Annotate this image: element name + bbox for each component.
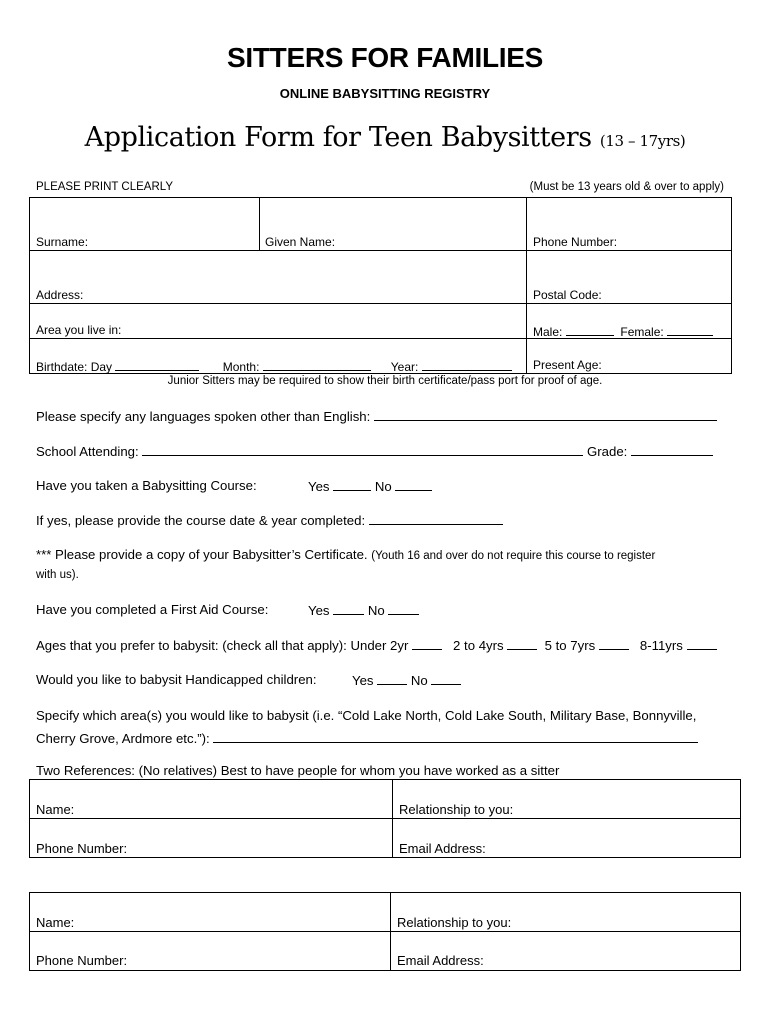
junior-sitter-note: Junior Sitters may be required to show their birth certificate/pass port for proof of age. [167,375,603,387]
first-aid-yes-label: Yes [308,603,330,618]
surname-label[interactable]: Surname: [36,235,89,249]
birth-month-blank[interactable] [263,358,371,371]
reference-1-name-label[interactable]: Name: [36,802,75,817]
birthdate-field[interactable] [36,358,512,374]
divider [30,303,731,304]
babysitting-course-label: Have you taken a Babysitting Course: [36,478,257,493]
handicapped-label: Would you like to babysit Handicapped children: [36,672,317,687]
first-aid-options[interactable] [308,602,419,618]
course-date-label: If yes, please provide the course date & year completed: [36,513,366,528]
first-aid-label: Have you completed a First Aid Course: [36,602,269,617]
age-8-11-label: 8-11yrs [639,638,683,653]
area-label[interactable]: Area you live in: [36,323,122,337]
certificate-note-continued: with us). [36,569,79,581]
female-blank[interactable] [667,323,713,336]
reference-1-relationship-label[interactable]: Relationship to you: [399,802,514,817]
reference-2-name-label[interactable]: Name: [36,915,75,930]
areas-blank[interactable] [213,730,698,743]
birth-year-label: Year: [390,360,419,374]
male-blank[interactable] [566,323,614,336]
female-label: Female: [620,325,664,339]
form-title [0,122,770,153]
grade-label: Grade: [587,444,628,459]
school-question[interactable] [36,443,713,459]
school-blank[interactable] [142,443,583,456]
school-label: School Attending: [36,444,139,459]
address-label[interactable]: Address: [36,288,84,302]
applicant-info-table [29,197,732,374]
age-5-7-label: 5 to 7yrs [544,638,596,653]
course-yes-blank[interactable] [333,478,371,491]
male-label: Male: [533,325,563,339]
phone-number-label[interactable]: Phone Number: [533,235,618,249]
organization-subtitle: ONLINE BABYSITTING REGISTRY [279,86,491,101]
reference-2-relationship-label[interactable]: Relationship to you: [397,915,512,930]
birth-day-blank[interactable] [115,358,199,371]
postal-code-label[interactable]: Postal Code: [533,288,602,302]
form-title-ages: (13 – 17yrs) [599,132,686,150]
birth-year-blank[interactable] [422,358,512,371]
gender-field[interactable] [533,323,713,339]
divider [390,893,391,970]
age-5-7-blank[interactable] [599,637,629,650]
divider [526,198,527,373]
course-no-label: No [374,479,392,494]
first-aid-yes-blank[interactable] [333,602,364,615]
reference-2-email-label[interactable]: Email Address: [397,953,484,968]
grade-blank[interactable] [631,443,713,456]
certificate-label: *** Please provide a copy of your Babysitter’s Certificate. [36,547,368,562]
languages-label: Please specify any languages spoken other than English: [36,409,371,424]
divider [30,818,740,819]
areas-question-line2[interactable] [36,730,698,746]
form-title-text: Application Form for Teen Babysitters [84,122,592,153]
given-name-label[interactable]: Given Name: [265,235,336,249]
handicapped-yes-blank[interactable] [377,672,407,685]
under-2-blank[interactable] [412,637,442,650]
birth-month-label: Month: [222,360,260,374]
areas-label: Cherry Grove, Ardmore etc.”): [36,731,210,746]
languages-blank[interactable] [374,408,717,421]
reference-1-table [29,779,741,858]
divider [392,780,393,857]
present-age-label[interactable]: Present Age: [533,358,602,372]
age-preference-label: Ages that you prefer to babysit: (check all that apply): Under 2yr [36,638,409,653]
reference-2-table [29,892,741,971]
divider [259,198,260,250]
print-clearly-note: PLEASE PRINT CLEARLY [36,181,173,193]
age-requirement-note: (Must be 13 years old & over to apply) [529,181,724,193]
handicapped-yes-label: Yes [352,673,374,688]
handicapped-no-label: No [410,673,428,688]
birth-day-label: Birthdate: Day [36,360,113,374]
languages-question[interactable] [36,408,717,424]
course-date-blank[interactable] [369,512,503,525]
organization-title: SITTERS FOR FAMILIES [226,42,543,73]
handicapped-no-blank[interactable] [431,672,461,685]
certificate-request [36,547,655,562]
certificate-note: (Youth 16 and over do not require this course to register [371,550,656,562]
course-date-question[interactable] [36,512,503,528]
babysitting-course-options[interactable] [308,478,432,494]
reference-1-phone-label[interactable]: Phone Number: [36,841,128,856]
references-heading: Two References: (No relatives) Best to have people for whom you have worked as a sitter [36,763,560,778]
reference-2-phone-label[interactable]: Phone Number: [36,953,128,968]
age-2-4-label: 2 to 4yrs [453,638,504,653]
first-aid-no-blank[interactable] [388,602,419,615]
divider [30,931,740,932]
age-preference-question[interactable] [36,637,717,653]
age-8-11-blank[interactable] [687,637,717,650]
reference-1-email-label[interactable]: Email Address: [399,841,486,856]
course-no-blank[interactable] [395,478,432,491]
handicapped-options[interactable] [352,672,461,688]
course-yes-label: Yes [308,479,330,494]
divider [30,250,731,251]
areas-question-line1: Specify which area(s) you would like to babysit (i.e. “Cold Lake North, Cold Lake South, Military Base, Bonnyville, [36,708,697,723]
first-aid-no-label: No [367,603,385,618]
age-2-4-blank[interactable] [507,637,537,650]
